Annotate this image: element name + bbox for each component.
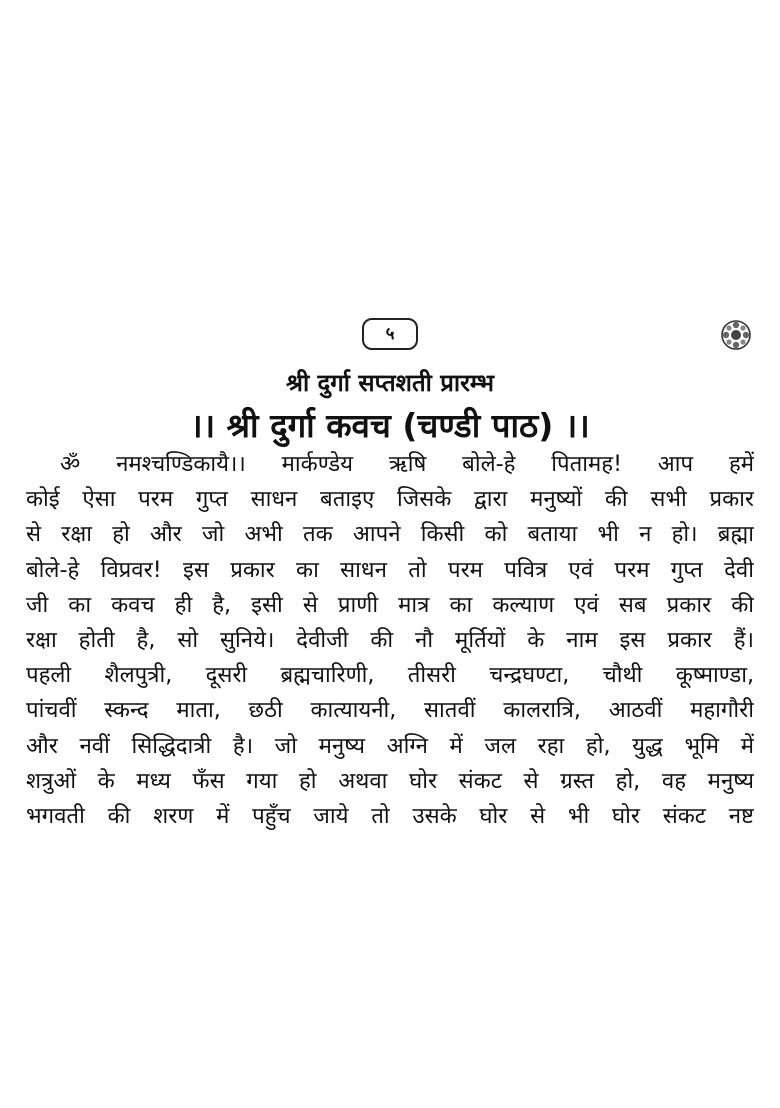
body-paragraph <box>26 447 754 834</box>
page-number <box>362 318 418 350</box>
text-line: पांचवीं स्कन्द माता, छठी कात्यायनी, सातवीं कालरात्रि, आठवीं महागौरी <box>26 697 754 724</box>
page-title: ।। श्री दुर्गा कवच (चण्डी पाठ) ।। <box>190 406 590 445</box>
section-subtitle: श्री दुर्गा सप्तशती प्रारम्भ <box>285 369 495 397</box>
text-line: ॐ नमश्चण्डिकायै।। मार्कण्डेय ऋषि बोले-हे पितामह! आप हमें <box>60 451 754 477</box>
text-line: रक्षा होती है, सो सुनिये। देवीजी की नौ मूर्तियों के नाम इस प्रकार हैं। <box>26 626 754 653</box>
text-line: जी का कवच ही है, इसी से प्राणी मात्र का कल्याण एवं सब प्रकार की <box>26 591 754 618</box>
text-line: भगवती की शरण में पहुँच जाये तो उसके घोर से भी घोर संकट नष्ट <box>26 802 754 829</box>
text-line: से रक्षा हो और जो अभी तक आपने किसी को बताया भी न हो। ब्रह्मा <box>26 521 754 548</box>
text-line: बोले-हे विप्रवर! इस प्रकार का साधन तो परम पवित्र एवं परम गुप्त देवी <box>26 556 754 583</box>
page-number-text: ५ <box>385 323 395 344</box>
text-line: शत्रुओं के मध्य फँस गया हो अथवा घोर संकट से ग्रस्त हो, वह मनुष्य <box>26 767 754 794</box>
floral-ornament-icon <box>719 318 753 352</box>
text-line: कोई ऐसा परम गुप्त साधन बताइए जिसके द्वारा मनुष्यों की सभी प्रकार <box>26 486 754 513</box>
text-line: पहली शैलपुत्री, दूसरी ब्रह्मचारिणी, तीसरी चन्द्रघण्टा, चौथी कूष्माण्डा, <box>26 662 754 689</box>
text-line: और नवीं सिद्धिदात्री है। जो मनुष्य अग्नि में जल रहा हो, युद्ध भूमि में <box>26 732 754 759</box>
